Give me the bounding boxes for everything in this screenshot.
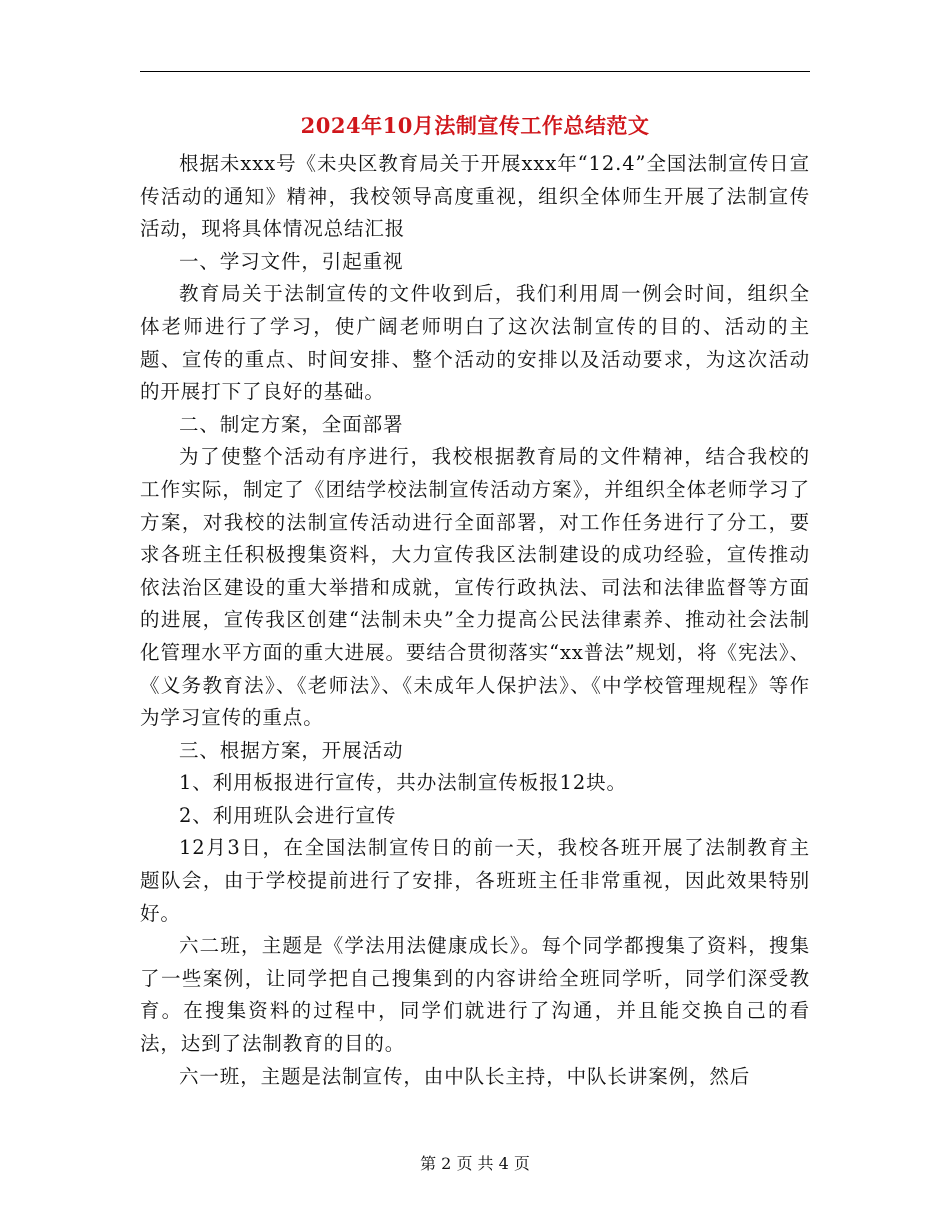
section-heading-2: 二、制定方案，全面部署 (179, 412, 404, 436)
list-item-1: 1、利用板报进行宣传，共办法制宣传板报12块。 (179, 771, 627, 795)
header-rule (140, 71, 810, 72)
paragraph-dec3: 12月3日，在全国法制宣传日的前一天，我校各班开展了法制教育主题队会，由于学校提前进行了安排，各班班主任非常重视，因此效果特别好。 (140, 836, 810, 925)
paragraph-class-6-2: 六二班，主题是《学法用法健康成长》。每个同学都搜集了资料，搜集了一些案例，让同学把自己搜集到的内容讲给全班同学听，同学们深受教育。在搜集资料的过程中，同学们就进行了沟通，并且能交换自己的看法，达到了法制教育的目的。 (140, 934, 810, 1056)
paragraph-plan: 为了使整个活动有序进行，我校根据教育局的文件精神，结合我校的工作实际，制定了《团结学校法制宣传活动方案》，并组织全体老师学习了方案，对我校的法制宣传活动进行全面部署，对工作任务进行了分工，要求各班主任积极搜集资料，大力宣传我区法制建设的成功经验，宣传推动依法治区建设的重大举措和成就，宣传行政执法、司法和法律监督等方面的进展，宣传我区创建“法制未央”全力提高公民法律素养、推动社会法制化管理水平方面的重大进展。要结合贯彻落实“xx普法”规划，将《宪法》、《义务教育法》、《老师法》、《未成年人保护法》、《中学校管理规程》等作为学习宣传的重点。 (140, 445, 810, 730)
paragraph-class-6-1: 六一班，主题是法制宣传，由中队长主持，中队长讲案例，然后 (179, 1064, 751, 1088)
paragraph-study: 教育局关于法制宣传的文件收到后，我们利用周一例会时间，组织全体老师进行了学习，使广阔老师明白了这次法制宣传的目的、活动的主题、宣传的重点、时间安排、整个活动的安排以及活动要求，为这次活动的开展打下了良好的基础。 (140, 282, 810, 404)
section-heading-3: 三、根据方案，开展活动 (179, 738, 404, 762)
document-body (140, 148, 810, 1093)
section-heading-1: 一、学习文件，引起重视 (179, 249, 404, 273)
document-title: 2024年10月法制宣传工作总结范文 (300, 113, 650, 138)
paragraph-intro: 根据未xxx号《未央区教育局关于开展xxx年“12.4”全国法制宣传日宣传活动的通知》精神，我校领导高度重视，组织全体师生开展了法制宣传活动，现将具体情况总结汇报 (140, 152, 810, 241)
page-footer: 第 2 页 共 4 页 (420, 1154, 530, 1173)
list-item-2: 2、利用班队会进行宣传 (179, 803, 397, 827)
